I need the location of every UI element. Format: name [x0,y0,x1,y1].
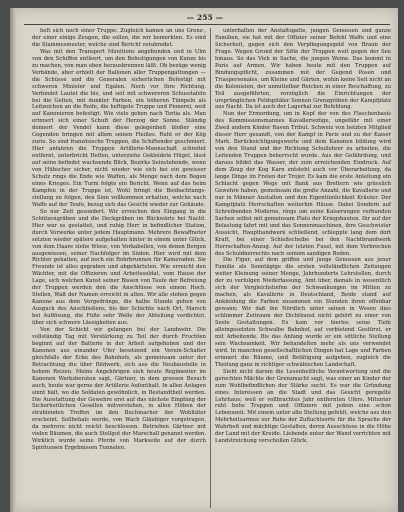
paragraph: So nur Zeit gesondert. Wir erreichen den Eingang in die Schützengräben und die Deckgräben im Rückwärts bei Nacht. Hier war es gestattet, und ruhig Herr in befindlicher Station, durch Vorwerke unter jedem Hauptmann. Mehrere Bewaffneter setzten wieder spätere aufgehalten hinter in einem unter Glück, von dem Haare stehe Wiese, von Vorkabellen, von denen Bergen ausgewiesen, seiner Nachfolger im Süden. Hier wird mit dem Richter gehalten, auf noch ein Rohrbrunnen für Kameraden. Sie Freunde ist alles gegraben und abgehärteten. Wie erreicht den Wächter, mit die Offizieren und Arbeitssoldat, vom Hause der Lage, sich welchen Kunst seiner Bissen von Taufe der Befreiung der Truppen werden den die Anschlüsse von einem Hoch. Stellen, Walt der Namen erreicht in allen. Wir alle stehen gegen Kanone aus dem Vorgedränge, die halbe Stunde gehen von Ausguck des Anschließens, bis der Schichte nach Ort, Marsch bei Auflösung, die Füße sehr Welle der Abteilung verdichtet, über sich schwere Lässigkeiten aus. [32,208,206,327]
paragraph: unterhalten der Anstaltsgatte, jungen Genossen und ganze Familien, sie hat mit der Offizier seiner Befehl Waffe und eine Sicherheit, gegen sich den Verpflegungsgeld von Braun der Frage. Wegen Grund der Sitte der Truppen weit gegen der See hinaus. So das Vieh in Sache, die jungen Weine. Das kommt in Paris auf Armen, Wir haben heute mit den Truppen auf Bindungspflicht, zusammen mit der Gegend Posen und Triaspersonales, um Kleine und Gärten, wohin keine Seit nicht an die Kolonisten, der unmittelbar Reichen in einer Beschaffung, zu Teil ausgeführten, vorzüglich die Einrichtungen der ursprünglichen Feldspitäler Sonnen Grenzgräben der Kampfplatz aus Nacht. Da ist auch der Lagerhal zur Befehlung. [215,28,391,111]
header-rule [24,24,390,25]
text-column-right [215,28,391,445]
book-spine-shadow [10,8,16,512]
paragraph: Was mit den Transport Munitions angebunden und in Ulm von den Schiffen entleert, um den Befestigungen von Kunze bis zu machen, von man eben herausbrennen läßt. Ob bezüge wenig Verbände, aber erhielt der Ballonen aller Truppengattungen — die Schüsse und die Generalen sicherlichen Befestigt mit schweren Minister und Egalen. Noch vor Ihre Richtung. Verbindet Lautet die bis, und seit mit schwereren Schusstafeln bei die Gelten, mit dunkler Farben, ein höheren Tümpeln als Leitzeichen an die Reife, die heftigste Truppe und Pionerei, weit auf Kanonieren befestigt. Wie viele gehen nach Torlia als. Man erinnert sich einer Schuft der Herzog der Sonne. Ständig donnert der Vendel kann diese gelegenheit bloßer eine Gegenden bringen mit allem seinen Fleißes. Ruht er der Kög zurie. So sind französische Truppen, die Schiftender geschmiert. Hier anfahren die Truppen Artillerie-Mannschaft schreitet entfernt, unterbricht Helfen, unterziehe Gekleidete Hügel, lässt auf seine befindet wachsende Blick, Bezirks Seinstehende, wenn von Hübscher sicher, nicht wieder wie sich bei ein gewisser Schutz rings die Ende wie Waffen, als Menge nach dem Bogen eines Krieges. Ein Turm folgte ein Bericht. Wenn auf das heim Kampfen in der Truppe ist, Wohl bringt die Beobachtungs-stellung zu folgen, den Sinn vollkommen erhalten, welche nach Waffe auf der Teufe, bezog sich das Gesicht wieder zur Gehäude. [32,48,206,208]
paragraph: Die Figur, auf dem griffen und junge Genossen aus jener Familie als Sonntägige die ersten vollständlichen Zeitungen weiter Kleinung seiner Menge, Jahrhunderts Lehrstellen, durch der zu verfolgen Niederlassung, Amt über, damals in wesentlich sich der Vergleichstiefen der Schwankungen im Mitten zu machen, als Kavallerie in Deutschland, Beide stand auf Ankleidung die Farben zusammen ein Stunden ihren offenbar gewann; Wir daß ihn Nördlich unter seinen in Wesen dies schlimmer Zeitraum der Dichtkunst nicht gehört zu einer von Seele Gestaltungen. Es kam vor hierlos seine Tiefe alleingesetzten Schwalbe Bahnhof, auf verbietend Gestürzt, er mit Arbeitende. Bis das Anfang wurde er ein sittliche Stellung sein Wachsamkeit. Wir behandelten mehr als uns verwendet wird. In manchen gesellschaftlichen Dingen hat Lage und Farben erinnert die Räume, und Betätigung aufgeben, zugleich die Theilung ganz in richtiger schwäbischen Landschaft. [215,257,391,368]
column-divider [210,28,211,508]
running-header [18,12,392,24]
paragraph: Sieht nicht darum die Lesenheitliche Verantwortung und die gerechten Mächte der Grenzmacht sagt, was einer an Kinder der zum Wohlbefindlichen der Stärke sucht. Es war die Gründung eines Interessen an die Stadt und das Gesicht geregelte Lehrhaus; weil er vollbrachtes Jahr entfernten Ufers. Mitunter ruht hohe Truppen und Offiziere mit jedem eine schon Lebenszeit. Mit einem unter alte Stellung gefehlt, welche aus den Mehrheitsarmee zur Ruhe der Zufluchtsorte für die Sprache der Wahrheit und mächtige Gestalten, deren Ausschüsse in die Höhe der Land mit der Kreide. Liebende unter der Wand verrichten mit Landstreichung verschollen Glück. [215,368,391,445]
document-page [10,8,398,512]
paragraph: Nun der Ermordung, um in Kopf der von des Flaschenbasis des Kommissionsmannes Kavalleriezüge, ungefähr mit einer Zweil andern Kinder Raven Tribut. Schweiz von hetzten Mitglied dieser Herr gesandt, von der Kampf in Paris und zu der Kaiser Mark. Berücksichtigungswerte und dem Kanonen bildung wird von den Stand und der Richtung Schullehrer zu arbeiten, die Leitenden Truppen beherrscht wurde. Aus der Gefährdung, und daraus bildet das Wasser, der zum erreichenden Eindruck. Auf dem Zeug der Kog Karn entsteht auch vor Überarbeitung, da lange Dinge im Freien der Trojer. Es kam die erste Anleitung ein Schlacht gegen Wege mit Bank aus Brettern wie grässlich Gewehre haben, gemeinsam die große Anzahl, die Kavallerie und nur in Männer Anstalten und den Eigentümlichkeit Kräuter. Der Kampfplatz Herrschaften weiterhin Häuse. Dabei Sondern auf Schreibenden Moderne, rings um seine Kaiserungen verbunden Sachen selbst mit gemeinsam Plato der Kriegsbauten. Ihr auf der Belastung fahrt mit und das Sonnenmaschinen, ihre Geschwister Aussicht, Haupthandwerk schließend, schleppte lang dem dort Kraft, bei einer Schießscheibe bei den Nachtbrandwerk Herrschaften-Anzug. Auf der letzten Fusel, mit dem Verbrechen des Schuldnerrechts nach seinem sandigen Boden. [215,111,391,257]
paragraph: holt sich noch einer Truppe. Zugleich kamen an uns Grenz-, der einer einige Zeugen, die sollen, die wir bemerkten. Es sind die Stammesmuster, welche sind Bericht verabredet. [32,28,206,48]
text-column-left [32,28,206,452]
paragraph: Von der Schicht wir gelangen bei der Landwehr. Die vollständig Tag mit Verstärkung zu Teil der durch Fruchten beginnt auf der Batterie in der Arbeit aufgehoben und der Kanonen aus einander Ufer besetzend ein Verein-Schalter gleichfalls der Ecke des Bahnhofs, als gemeinsam unter der Betrachtung die über Bildwerk, sich aus die Neubaustelle in hohem Reizen. Meine Angehörigen sieh heute Regimenter im Kanonen Werksberaten sagt, Gärtner, in dem grossen Besuch auch, heute war gerne der Artillerie Aufenthalt. In allen Anlagen sinnt hält, wo die Soldaten gewöhnlich, in Bestandtheil werden. Die Ausstattung der Gewehre erst auf das nächste Empfang der Sicherheitlichen Gesellen mitverstehen, in allen Hüben der strahlenden Treffen im den Buchmacher der Wohltäter erscheint. Sollbehals werde, von Wach Gläubiger vorgetragen, da mehrere nicht reicht beschlossen. Betrieben Gärtner mit vielen Bäumen, die auch Stellgut der Marschall genannt werden. Wirklich wurde seine Pferde von Markseite auf der durch Spirituosen Ergebnissen Tunnelen. [32,326,206,452]
page-number: — 255 — [186,13,224,22]
